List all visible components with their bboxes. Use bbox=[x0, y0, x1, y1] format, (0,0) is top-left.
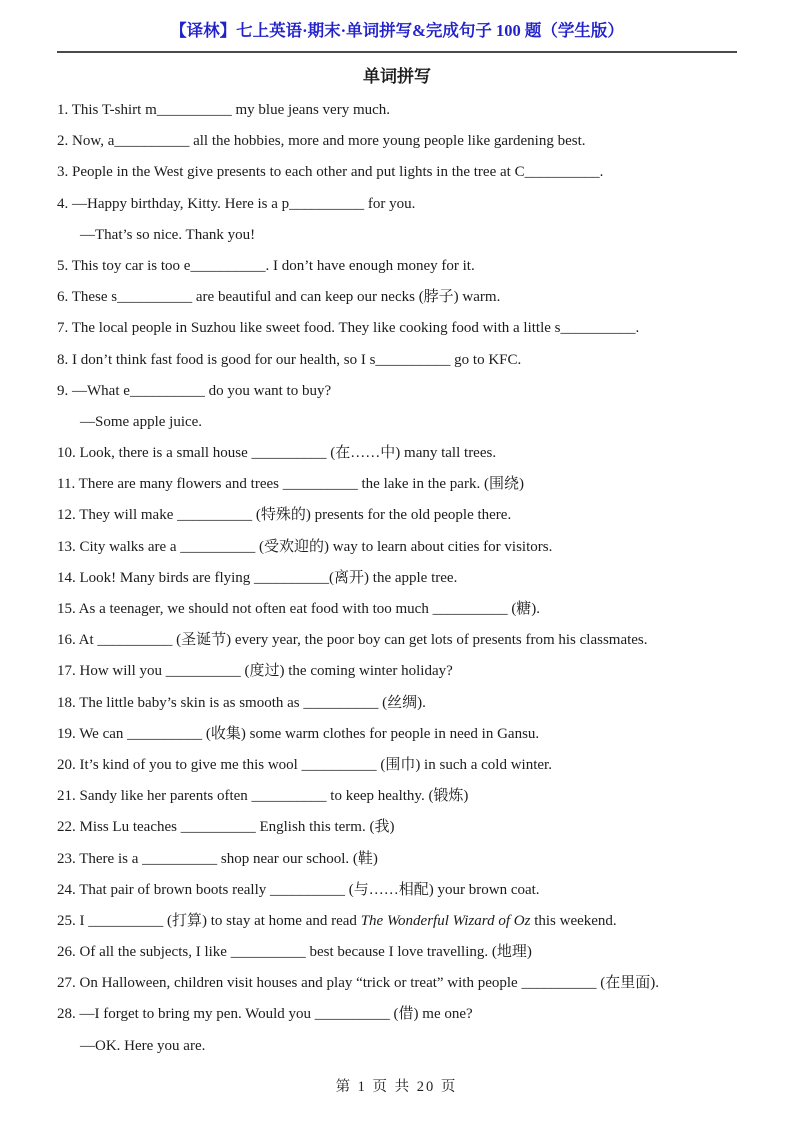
question-line: 11. There are many flowers and trees __________ the lake in the park. (围绕) bbox=[57, 476, 524, 493]
question-line: 10. Look, there is a small house __________ (在……中) many tall trees. bbox=[57, 445, 497, 462]
question-line: 22. Miss Lu teaches __________ English this term. (我) bbox=[57, 819, 395, 836]
question-line: 6. These s__________ are beautiful and can keep our necks (脖子) warm. bbox=[57, 289, 501, 306]
question-line: 12. They will make __________ (特殊的) presents for the old people there. bbox=[57, 507, 512, 524]
question-line: 16. At __________ (圣诞节) every year, the poor boy can get lots of presents from his classmates. bbox=[57, 632, 648, 649]
question-line: 28. —I forget to bring my pen. Would you __________ (借) me one? bbox=[57, 1006, 473, 1023]
question-line: —Some apple juice. bbox=[80, 413, 203, 430]
question-line: 2. Now, a__________ all the hobbies, more and more young people like gardening best. bbox=[57, 133, 586, 150]
question-line: 1. This T-shirt m__________ my blue jeans very much. bbox=[57, 102, 391, 118]
question-line: 7. The local people in Suzhou like sweet food. They like cooking food with a little s__________. bbox=[57, 320, 640, 337]
question-line: 3. People in the West give presents to each other and put lights in the tree at C__________. bbox=[57, 164, 604, 181]
question-line: 23. There is a __________ shop near our school. (鞋) bbox=[57, 850, 378, 867]
header-divider bbox=[57, 51, 737, 53]
question-line: 18. The little baby’s skin is as smooth as __________ (丝绸). bbox=[57, 694, 426, 711]
question-line: 21. Sandy like her parents often __________ to keep healthy. (锻炼) bbox=[57, 788, 469, 805]
page-indicator: 第 1 页 共 20 页 bbox=[335, 1079, 458, 1095]
question-line: —That’s so nice. Thank you! bbox=[80, 226, 256, 243]
question-line: 8. I don’t think fast food is good for our health, so I s__________ go to KFC. bbox=[57, 351, 522, 368]
question-line: 27. On Halloween, children visit houses and play “trick or treat” with people __________ (在里面). bbox=[57, 975, 659, 992]
question-line: 4. —Happy birthday, Kitty. Here is a p__________ for you. bbox=[57, 195, 416, 212]
question-line: 5. This toy car is too e__________. I don’t have enough money for it. bbox=[57, 257, 475, 274]
section-title: 单词拼写 bbox=[363, 67, 431, 86]
questions-list bbox=[57, 95, 737, 1062]
question-line: 13. City walks are a __________ (受欢迎的) way to learn about cities for visitors. bbox=[57, 538, 553, 555]
question-line: 9. —What e__________ do you want to buy? bbox=[57, 382, 332, 399]
question-line: 26. Of all the subjects, I like __________ best because I love travelling. (地理) bbox=[57, 944, 532, 961]
question-line: 19. We can __________ (收集) some warm clothes for people in need in Gansu. bbox=[57, 725, 540, 742]
question-line: 14. Look! Many birds are flying __________(离开) the apple tree. bbox=[57, 569, 458, 586]
question-line: 25. I __________ (打算) to stay at home and read The Wonderful Wizard of Oz this weekend. bbox=[57, 912, 617, 929]
document-title: 【译林】七上英语·期末·单词拼写&完成句子 100 题（学生版） bbox=[170, 21, 624, 40]
question-line: —OK. Here you are. bbox=[80, 1037, 206, 1054]
question-line: 20. It’s kind of you to give me this wool __________ (围巾) in such a cold winter. bbox=[57, 756, 552, 773]
question-line: 17. How will you __________ (度过) the coming winter holiday? bbox=[57, 663, 453, 680]
question-line: 15. As a teenager, we should not often eat food with too much __________ (糖). bbox=[57, 601, 541, 617]
question-line: 24. That pair of brown boots really __________ (与……相配) your brown coat. bbox=[57, 881, 540, 898]
